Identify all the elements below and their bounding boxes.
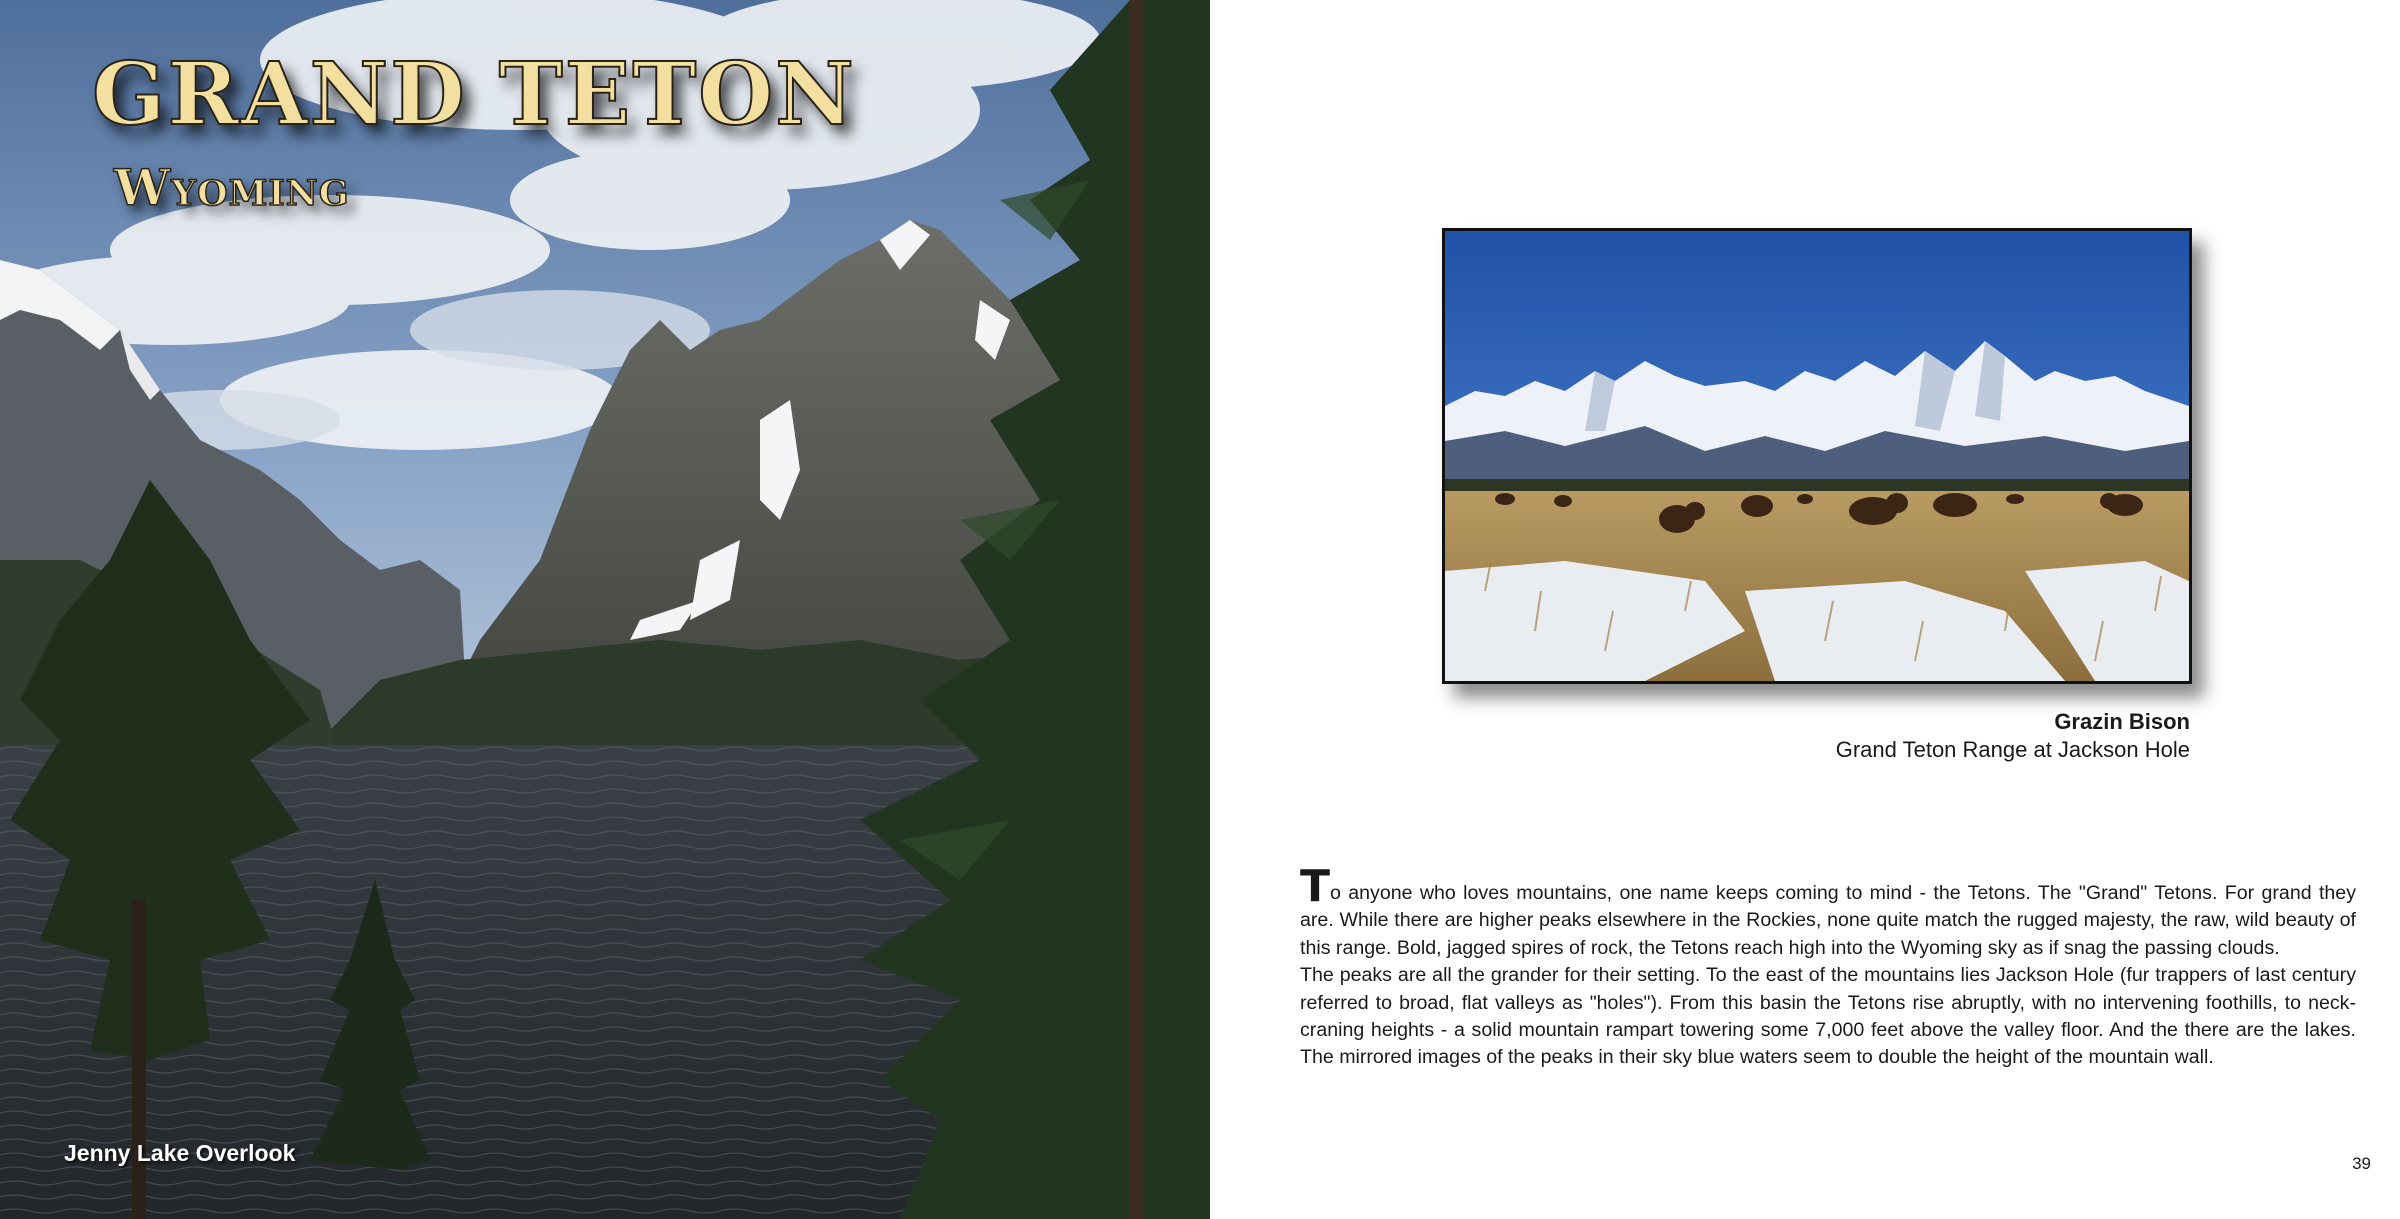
photo-caption: Jenny Lake Overlook: [64, 1140, 296, 1166]
paragraph-2: The peaks are all the grander for their setting. To the east of the mountains lies Jackson Hole (fur trappers of last century referred to broad, flat valleys as "holes"). From this basin the Tetons rise abruptly, with no intervening foothills, to neck-craning heights - a solid mountain rampart towering some 7,000 feet above the valley floor. And the there are the lakes. The mirrored images of the peaks in their sky blue waters seem to double the height of the mountain wall.: [1300, 964, 2356, 1069]
cover-title: GRAND TETON: [92, 44, 856, 145]
paragraph-1-text: o anyone who loves mountains, one name keeps coming to mind - the Tetons. The "Grand" Tetons. For grand they are. While there are higher peaks elsewhere in the Rockies, none quite match the rugged majesty, the raw, wild beauty of this range. Bold, jagged spires of rock, the Tetons reach high into the Wyoming sky as if snag the passing clouds.: [1300, 882, 2356, 959]
photo-caption-block: [1836, 708, 2190, 764]
body-text: [1300, 861, 2356, 1072]
cover-subtitle: Wyoming: [114, 158, 350, 217]
bison-photo: [1442, 228, 2192, 684]
paragraph-1: [1300, 861, 2356, 962]
bison-range-photo-icon: [1445, 231, 2189, 681]
drop-cap: T: [1300, 861, 1331, 912]
caption-subtitle: Grand Teton Range at Jackson Hole: [1835, 737, 2190, 762]
page-number: 39: [2352, 1154, 2371, 1173]
caption-title: Grazin Bison: [2054, 709, 2190, 734]
